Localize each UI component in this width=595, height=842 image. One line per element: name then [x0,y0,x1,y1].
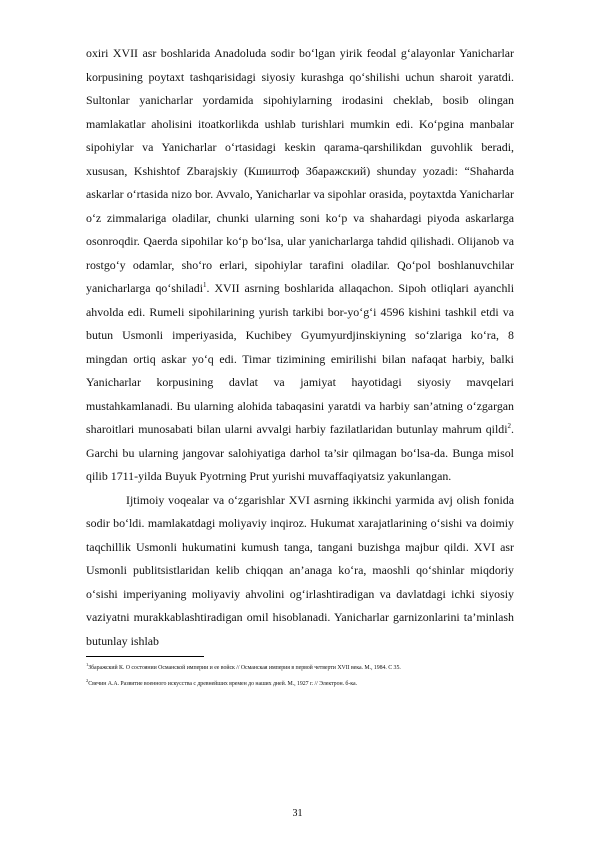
page-number: 31 [292,808,303,819]
footnote [86,660,514,676]
footnote-mark: 1 [86,662,89,668]
body-text [86,42,514,653]
text-run: Ijtimoiy voqealar va o‘zgarishlar XVI asrning ikkinchi yarmida avj olish fonida sodir bo‘ldi. mamlakatdagi moliyaviy inqiroz. Hukumat xarajatlarining o‘sishi va doimiy taqchillik Usmonli hukumatini kumush tanga, tangani buzishga majbur qildi. XVI asr Usmonli publitsistlaridan kelib chiqqan an’anaga ko‘ra, maoshli qo‘shinlar miqdoriy o‘sishi imperiyaning moliyaviy ahvolini og‘irlashtiradigan va davlatdagi ichki siyosiy vaziyatni murakkablashtiradigan omil hisoblanadi. Yanicharlar garnizonlarini ta’minlash butunlay ishlab [86,492,514,648]
footnotes [86,660,514,692]
footnote-divider [86,656,204,657]
text-run: . Garchi bu ularning jangovar salohiyatiga darhol ta’sir qilmagan bo‘lsa-da. Bunga misol qilib 1711-yilda Buyuk Pyotrning Prut yurishi muvaffaqiyatsiz yakunlangan. [86,422,514,483]
document-page [86,42,514,692]
footnote-text: Свечин А.А. Развитие военного искусства с древнейших времен до наших дней. М., 1927 г. // Электрон. б-ка. [88,681,357,687]
text-run: . XVII asrning boshlarida allaqachon. Sipoh otliqlari ayanchli ahvolda edi. Rumeli sipohilarining yurish tarkibi bor-yo‘g‘i 4596 kishini tashkil etdi va butun Usmonli imperiyasida, Kuchibey Gyumyurdjinskiyning so‘zlariga ko‘ra, 8 mingdan ortiq askar yo‘q edi. Timar tizimining emirilishi bilan nafaqat harbiy, balki Yanicharlar korpusining davlat va jamiyat hayotidagi siyosiy mavqelari mustahkamlanadi. Bu ularning alohida tabaqasini yaratdi va harbiy san’atning o‘zgargan sharoitlari munosabati bilan ularni avvalgi harbiy fazilatlaridan butunlay mahrum qildi [86,281,515,436]
footnote-ref: 2 [507,422,512,431]
footnote-mark: 2 [86,678,89,684]
paragraph [86,42,514,489]
footnote [86,676,514,692]
footnote-ref: 1 [203,281,207,290]
text-run: oxiri XVII asr boshlarida Anadoluda sodir bo‘lgan yirik feodal g‘alayonlar Yanicharlar korpusining poytaxt tashqarisidagi siyosiy kurashga qo‘shilishi uchun sharoit yaratdi. Sultonlar yanicharlar yordamida sipohiylarning irodasini cheklab, bosib olingan mamlakatlar aholisini itoatkorlikda ushlab turishlari mumkin edi. Ko‘pgina manbalar sipohiylar va Yanicharlar o‘rtasidagi keskin qarama-qarshilikdan guvohlik beradi, xususan, Kshishtof Zbarajskiy (Кшиштоф Збаражский) shunday yozadi: “Shaharda askarlar o‘rtasida nizo bor. Avvalo, Yanicharlar va sipohlar orasida, poytaxtda Yanicharlar o‘z zimmalariga oladilar, chunki ularning soni ko‘p va shahardagi piyoda askarlarga osonroqdir. Qaerda sipohilar ko‘p bo‘lsa, ular yanicharlarga tahdid qilishadi. Olijanob va rostgo‘y odamlar, sho‘ro erlari, sipohiylar tarafini oladilar. Qo‘pol boshlanuvchilar yanicharlarga qo‘shiladi [86,46,514,295]
footnote-text: Збаражский К. О состоянии Османской империи и ее войск // Османская империя в первой четверти XVII века. М., 1984. С 35. [88,665,401,671]
paragraph [86,489,514,654]
